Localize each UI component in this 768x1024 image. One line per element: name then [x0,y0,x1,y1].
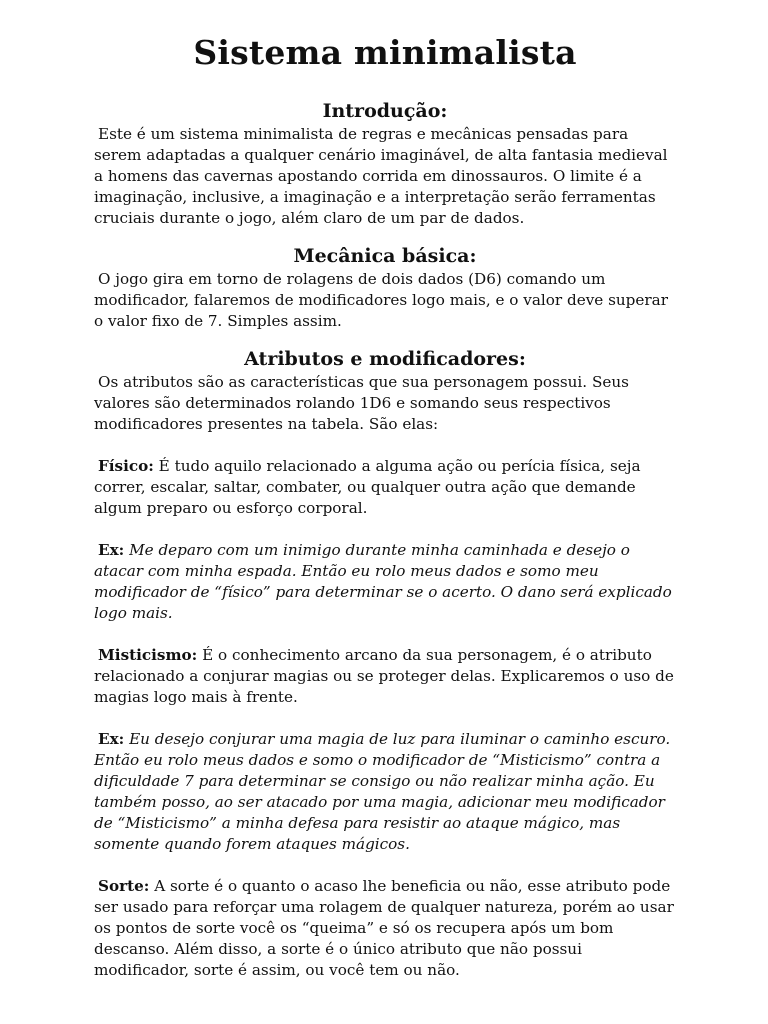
fisico-label: Físico: [98,457,154,475]
sorte-text: A sorte é o quanto o acaso lhe beneficia ou não, esse atributo pode ser usado para reforçar uma rolagem de qualquer natureza, porém ao usar os pontos de sorte você os “queima” e só os recupera após um bom descanso. Além disso, a sorte é o único atributo que não possui modificador, sorte é assim, ou você tem ou não. [94,877,674,979]
misticismo-example-text: Eu desejo conjurar uma magia de luz para iluminar o caminho escuro. Então eu rolo meus dados e somo o modificador de “Misticismo” contra a dificuldade 7 para determinar se consigo ou não realizar minha ação. Eu também posso, ao ser atacado por uma magia, adicionar meu modificador de “Misticismo” a minha defesa para resistir ao ataque mágico, mas somente quando forem ataques mágicos. [94,730,671,853]
fisico-example [94,540,676,624]
document-title: Sistema minimalista [193,33,577,72]
fisico-text: É tudo aquilo relacionado a alguma ação ou perícia física, seja correr, escalar, saltar, combater, ou qualquer outra ação que demande algum preparo ou esforço corporal. [94,457,641,517]
fisico-example-text: Me deparo com um inimigo durante minha caminhada e desejo o atacar com minha espada. Então eu rolo meus dados e somo meu modificador de “físico” para determinar se o acerto. O dano será explicado logo mais. [94,541,672,622]
attributes-heading: Atributos e modificadores: [244,348,526,370]
misticismo-text: É o conhecimento arcano da sua personagem, é o atributo relacionado a conjurar magias ou se proteger delas. Explicaremos o uso de magias logo mais à frente. [94,646,674,706]
fisico-example-label: Ex: [98,541,125,559]
intro-heading: Introdução: [322,100,448,122]
misticismo-paragraph [94,645,676,708]
sorte-label: Sorte: [98,877,150,895]
misticismo-example [94,729,676,855]
intro-paragraph: Este é um sistema minimalista de regras e mecânicas pensadas para serem adaptadas a qualquer cenário imaginável, de alta fantasia medieval a homens das cavernas apostando corrida em dinossauros. O limite é a imaginação, inclusive, a imaginação e a interpretação serão ferramentas cruciais durante o jogo, além claro de um par de dados. [94,125,668,227]
attributes-paragraph: Os atributos são as características que sua personagem possui. Seus valores são determinados rolando 1D6 e somando seus respectivos modificadores presentes na tabela. São elas: [94,373,629,433]
basic-mechanics-heading: Mecânica básica: [293,245,477,267]
basic-mechanics-paragraph: O jogo gira em torno de rolagens de dois dados (D6) comando um modificador, falaremos de modificadores logo mais, e o valor deve superar o valor fixo de 7. Simples assim. [94,270,668,330]
sorte-paragraph [94,876,676,981]
fisico-paragraph [94,456,676,519]
misticismo-label: Misticismo: [98,646,198,664]
misticismo-example-label: Ex: [98,730,125,748]
